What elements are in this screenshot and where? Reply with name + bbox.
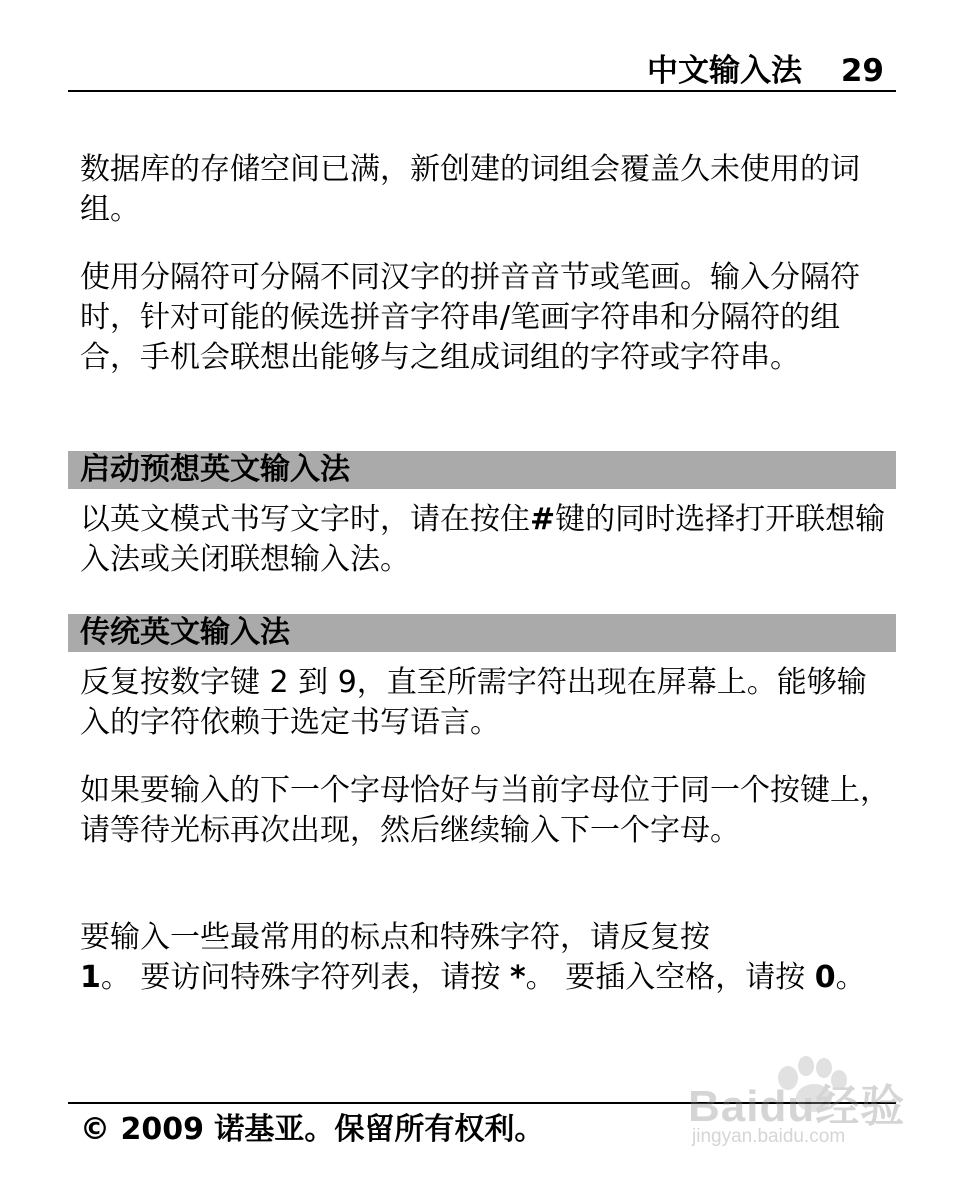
header-title: 中文输入法 [647,53,802,89]
key-star: * [509,960,526,995]
paragraph-predictive [80,500,895,580]
text-segment: 。 要插入空格，请按 [525,960,806,995]
watermark-url: jingyan.baidu.com [692,1126,846,1147]
paragraph-database-full: 数据库的存储空间已满，新创建的词组会覆盖久未使用的词组。 [80,152,860,227]
section-heading-bar [68,614,896,652]
text-segment: 要输入一些最常用的标点和特殊字符，请反复按 [80,920,710,955]
text-segment: 。 要访问特殊字符列表，请按 [100,960,501,995]
key-0: 0 [814,960,836,995]
paragraph-traditional-1: 反复按数字键 2 到 9，直至所需字符出现在屏幕上。能够输入的字符依赖于选定书写语言。 [80,665,867,740]
watermark-brand: Baidu经验 [688,1082,906,1131]
baidu-watermark [684,1048,916,1152]
paragraph-separator: 使用分隔符可分隔不同汉字的拼音音节或笔画。输入分隔符时，针对可能的候选拼音字符串/笔画字符串和分隔符的组合，手机会联想出能够与之组成词组的字符或字符串。 [80,260,860,375]
paragraph-traditional-3 [80,918,895,998]
page-header [68,52,896,92]
text-segment: 。 [835,960,866,995]
section-heading-traditional: 传统英文输入法 [80,615,290,650]
section-heading-predictive: 启动预想英文输入法 [80,452,350,487]
key-hash: # [530,502,556,537]
text-segment: 以英文模式书写文字时，请在按住 [80,502,530,537]
footer-copyright: © 2009 诺基亚。保留所有权利。 [80,1112,545,1147]
paragraph-traditional-2: 如果要输入的下一个字母恰好与当前字母位于同一个按键上，请等待光标再次出现，然后继续输入下一个字母。 [80,773,890,848]
text-segment: 键的同时选择打开联想输入法或关闭联想输入法。 [80,502,886,577]
section-heading-bar [68,451,896,489]
key-1: 1 [80,960,101,995]
page-number: 29 [840,53,884,89]
